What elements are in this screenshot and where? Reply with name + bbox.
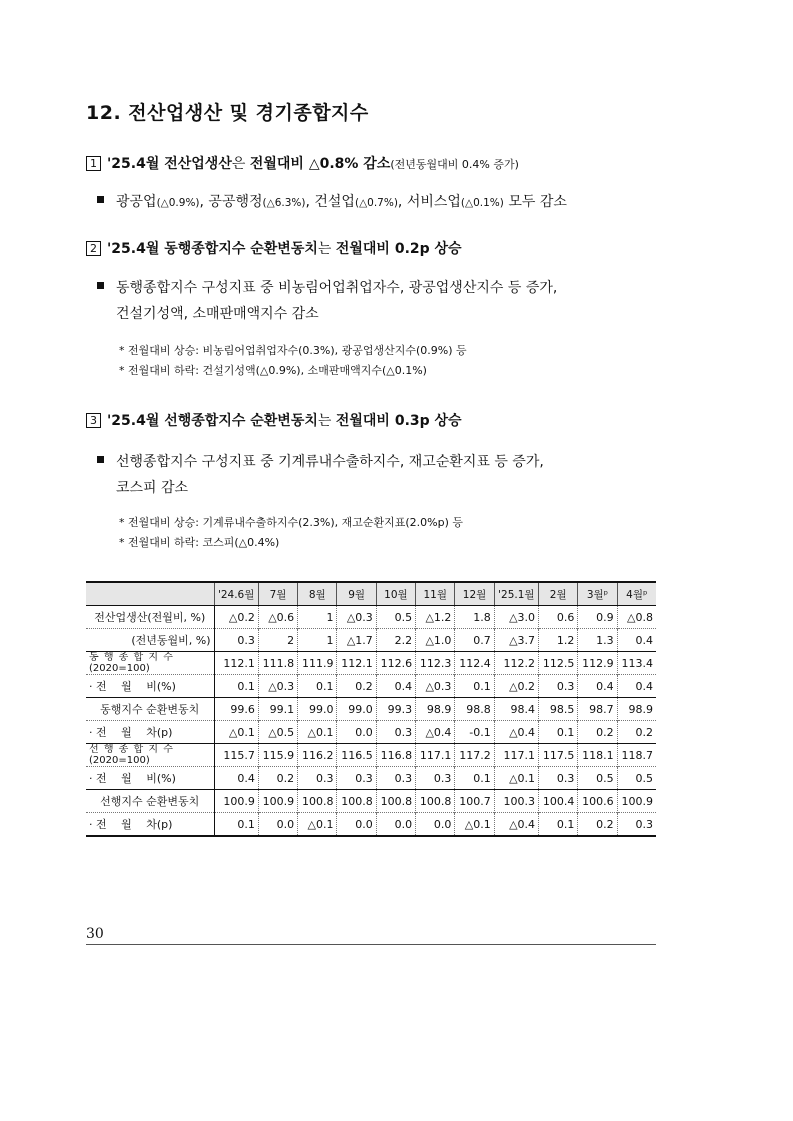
table-cell: 100.9 bbox=[214, 790, 258, 813]
table-cell: 1.8 bbox=[455, 606, 494, 629]
table-cell: 112.9 bbox=[578, 652, 617, 675]
row-label bbox=[86, 652, 214, 675]
note-block-3 bbox=[119, 513, 463, 553]
table-cell: 111.8 bbox=[258, 652, 297, 675]
table-cell: △0.6 bbox=[258, 606, 297, 629]
table-cell: △3.7 bbox=[494, 629, 538, 652]
section-result: 전월대비 0.2p 상승 bbox=[335, 241, 462, 257]
bullet-text: 모두 감소 bbox=[503, 194, 567, 210]
header-cell: 2월 bbox=[539, 582, 578, 606]
table-cell: △1.7 bbox=[337, 629, 376, 652]
row-label: (전년동월비, %) bbox=[86, 629, 214, 652]
table-row bbox=[86, 698, 656, 721]
table-cell: 112.1 bbox=[337, 652, 376, 675]
table-cell: 100.9 bbox=[258, 790, 297, 813]
page-title: 12. 전산업생산 및 경기종합지수 bbox=[86, 102, 369, 124]
table-cell: 111.9 bbox=[298, 652, 337, 675]
table-cell: △0.3 bbox=[337, 606, 376, 629]
table-cell: 112.2 bbox=[494, 652, 538, 675]
row-label: 선행지수 순환변동치 bbox=[86, 790, 214, 813]
header-cell: 9월 bbox=[337, 582, 376, 606]
table-cell: △1.2 bbox=[416, 606, 455, 629]
table-row bbox=[86, 744, 656, 767]
bullet-text: 코스피 감소 bbox=[116, 480, 189, 496]
bullet-value: (△0.1%) bbox=[460, 197, 504, 209]
table-cell: 100.9 bbox=[617, 790, 656, 813]
table-cell: 100.3 bbox=[494, 790, 538, 813]
table-cell: △0.1 bbox=[298, 813, 337, 837]
section-result: 전월대비 0.3p 상승 bbox=[335, 413, 462, 429]
table-cell: -0.1 bbox=[455, 721, 494, 744]
table-cell: △0.3 bbox=[258, 675, 297, 698]
bullet-text: , 공공행정 bbox=[199, 194, 263, 210]
note-line: * 전월대비 상승: 기계류내수출하지수(2.3%), 재고순환지표(2.0%p) 등 bbox=[119, 516, 463, 529]
table-cell: 112.6 bbox=[376, 652, 415, 675]
header-cell: 3월ᵖ bbox=[578, 582, 617, 606]
table-row bbox=[86, 790, 656, 813]
table-cell: 98.5 bbox=[539, 698, 578, 721]
table-cell: 0.3 bbox=[617, 813, 656, 837]
table-cell: 112.3 bbox=[416, 652, 455, 675]
table-cell: 100.8 bbox=[376, 790, 415, 813]
table-cell: 0.0 bbox=[376, 813, 415, 837]
table-cell: 0.0 bbox=[258, 813, 297, 837]
section-subject: 동행종합지수 순환변동치 bbox=[164, 241, 318, 257]
bullet-3 bbox=[97, 449, 672, 501]
table-cell: 118.7 bbox=[617, 744, 656, 767]
row-label: · 전 월 차(p) bbox=[86, 813, 214, 837]
table-cell: △0.1 bbox=[214, 721, 258, 744]
table-cell: △0.2 bbox=[494, 675, 538, 698]
table-cell: 98.8 bbox=[455, 698, 494, 721]
section-subject: 전산업생산 bbox=[164, 156, 232, 172]
table-cell: 116.8 bbox=[376, 744, 415, 767]
table-row bbox=[86, 675, 656, 698]
section-date: '25.4월 bbox=[107, 156, 165, 172]
bullet-text: 광공업 bbox=[116, 194, 157, 210]
table-cell: 98.9 bbox=[617, 698, 656, 721]
row-label bbox=[86, 744, 214, 767]
table-cell: 100.8 bbox=[416, 790, 455, 813]
table-cell: 0.5 bbox=[376, 606, 415, 629]
page-number: 30 bbox=[86, 926, 104, 942]
table-cell: △0.4 bbox=[416, 721, 455, 744]
table-cell: 113.4 bbox=[617, 652, 656, 675]
table-cell: 0.1 bbox=[214, 675, 258, 698]
note-line: * 전월대비 상승: 비농림어업취업자수(0.3%), 광공업생산지수(0.9%) 등 bbox=[119, 344, 467, 357]
table-cell: 0.6 bbox=[539, 606, 578, 629]
table-cell: 0.4 bbox=[617, 629, 656, 652]
row-label-line: 동 행 종 합 지 수 bbox=[89, 652, 174, 663]
table-cell: 0.0 bbox=[337, 813, 376, 837]
note-line: * 전월대비 하락: 건설기성액(△0.9%), 소매판매액지수(△0.1%) bbox=[119, 364, 427, 377]
section-number-box: 3 bbox=[86, 413, 101, 428]
table-cell: 0.1 bbox=[298, 675, 337, 698]
table-cell: 0.3 bbox=[376, 721, 415, 744]
table-cell: 115.9 bbox=[258, 744, 297, 767]
table-row bbox=[86, 813, 656, 837]
table-cell: 116.5 bbox=[337, 744, 376, 767]
row-label: 전산업생산(전월비, %) bbox=[86, 606, 214, 629]
bullet-value: (△0.9%) bbox=[156, 197, 200, 209]
header-corner bbox=[86, 582, 214, 606]
table-cell: 0.0 bbox=[337, 721, 376, 744]
bullet-1 bbox=[97, 189, 672, 216]
table-cell: △1.0 bbox=[416, 629, 455, 652]
note-line: * 전월대비 하락: 코스피(△0.4%) bbox=[119, 536, 280, 549]
section-2-heading bbox=[86, 238, 462, 258]
table-cell: 1 bbox=[298, 606, 337, 629]
table-row bbox=[86, 606, 656, 629]
table-cell: 0.2 bbox=[258, 767, 297, 790]
section-1-heading bbox=[86, 153, 519, 173]
table-cell: △0.1 bbox=[298, 721, 337, 744]
table-cell: 117.2 bbox=[455, 744, 494, 767]
section-particle: 는 bbox=[317, 413, 336, 429]
table-cell: 0.2 bbox=[578, 721, 617, 744]
table-cell: 0.5 bbox=[617, 767, 656, 790]
section-subject: 선행종합지수 순환변동치 bbox=[164, 413, 318, 429]
section-particle: 은 bbox=[231, 156, 250, 172]
table-cell: △0.2 bbox=[214, 606, 258, 629]
table-cell: 117.1 bbox=[416, 744, 455, 767]
table-cell: 0.2 bbox=[578, 813, 617, 837]
table-cell: 112.4 bbox=[455, 652, 494, 675]
table-cell: 0.3 bbox=[214, 629, 258, 652]
table-cell: 0.3 bbox=[539, 767, 578, 790]
table-cell: 0.2 bbox=[617, 721, 656, 744]
statistics-table bbox=[86, 581, 656, 837]
row-label: · 전 월 비(%) bbox=[86, 767, 214, 790]
table-header-row bbox=[86, 582, 656, 606]
table-cell: 100.7 bbox=[455, 790, 494, 813]
header-cell: 11월 bbox=[416, 582, 455, 606]
footer-divider bbox=[86, 944, 656, 945]
table-cell: 2.2 bbox=[376, 629, 415, 652]
table-cell: 0.4 bbox=[578, 675, 617, 698]
table-cell: 118.1 bbox=[578, 744, 617, 767]
table-cell: 115.7 bbox=[214, 744, 258, 767]
table-cell: 112.5 bbox=[539, 652, 578, 675]
table-cell: 112.1 bbox=[214, 652, 258, 675]
table-cell: 0.1 bbox=[539, 813, 578, 837]
table-cell: 0.5 bbox=[578, 767, 617, 790]
header-cell: '24.6월 bbox=[214, 582, 258, 606]
table-cell: 100.8 bbox=[298, 790, 337, 813]
bullet-text: 동행종합지수 구성지표 중 비농림어업취업자수, 광공업생산지수 등 증가, bbox=[116, 280, 558, 296]
table-cell: 100.4 bbox=[539, 790, 578, 813]
header-cell: 12월 bbox=[455, 582, 494, 606]
bullet-value: (△6.3%) bbox=[262, 197, 306, 209]
table-cell: 0.3 bbox=[416, 767, 455, 790]
table-cell: 0.3 bbox=[337, 767, 376, 790]
table-row bbox=[86, 767, 656, 790]
table-cell: 99.6 bbox=[214, 698, 258, 721]
table-cell: 0.4 bbox=[214, 767, 258, 790]
section-note: (전년동월대비 0.4% 증가) bbox=[390, 158, 519, 171]
row-label: 동행지수 순환변동치 bbox=[86, 698, 214, 721]
table-cell: 0.7 bbox=[455, 629, 494, 652]
bullet-square-icon bbox=[97, 456, 104, 463]
section-particle: 는 bbox=[317, 241, 336, 257]
table-cell: △0.1 bbox=[455, 813, 494, 837]
bullet-text: , 건설업 bbox=[305, 194, 355, 210]
bullet-2 bbox=[97, 275, 672, 327]
bullet-square-icon bbox=[97, 282, 104, 289]
header-cell: 7월 bbox=[258, 582, 297, 606]
table-cell: △0.3 bbox=[416, 675, 455, 698]
header-cell: 10월 bbox=[376, 582, 415, 606]
table-cell: 0.9 bbox=[578, 606, 617, 629]
table-cell: △3.0 bbox=[494, 606, 538, 629]
section-date: '25.4월 bbox=[107, 241, 165, 257]
section-number-box: 1 bbox=[86, 156, 101, 171]
table-cell: 1.2 bbox=[539, 629, 578, 652]
table-cell: △0.4 bbox=[494, 813, 538, 837]
bullet-text: 선행종합지수 구성지표 중 기계류내수출하지수, 재고순환지표 등 증가, bbox=[116, 454, 544, 470]
table-cell: △0.8 bbox=[617, 606, 656, 629]
table-cell: 99.0 bbox=[298, 698, 337, 721]
bullet-square-icon bbox=[97, 196, 104, 203]
table-row bbox=[86, 721, 656, 744]
bullet-value: (△0.7%) bbox=[354, 197, 398, 209]
table-row bbox=[86, 652, 656, 675]
table-cell: 98.4 bbox=[494, 698, 538, 721]
table-cell: 117.1 bbox=[494, 744, 538, 767]
header-cell: 8월 bbox=[298, 582, 337, 606]
table-cell: 99.0 bbox=[337, 698, 376, 721]
table-row bbox=[86, 629, 656, 652]
table-cell: 116.2 bbox=[298, 744, 337, 767]
table-cell: 0.3 bbox=[298, 767, 337, 790]
section-3-heading bbox=[86, 410, 462, 430]
bullet-text: , 서비스업 bbox=[397, 194, 461, 210]
table-cell: △0.1 bbox=[494, 767, 538, 790]
row-label: · 전 월 비(%) bbox=[86, 675, 214, 698]
table-cell: 0.1 bbox=[539, 721, 578, 744]
bullet-text: 건설기성액, 소매판매액지수 감소 bbox=[116, 306, 319, 322]
header-cell: 4월ᵖ bbox=[617, 582, 656, 606]
row-label-line: (2020=100) bbox=[89, 663, 150, 674]
section-number-box: 2 bbox=[86, 241, 101, 256]
table-cell: 98.7 bbox=[578, 698, 617, 721]
table-cell: 1.3 bbox=[578, 629, 617, 652]
note-block-2 bbox=[119, 341, 467, 381]
table-cell: △0.5 bbox=[258, 721, 297, 744]
table-cell: 99.3 bbox=[376, 698, 415, 721]
table-cell: 0.3 bbox=[539, 675, 578, 698]
table-cell: 0.2 bbox=[337, 675, 376, 698]
row-label: · 전 월 차(p) bbox=[86, 721, 214, 744]
table-cell: 0.4 bbox=[617, 675, 656, 698]
table-cell: 98.9 bbox=[416, 698, 455, 721]
table-cell: 0.1 bbox=[214, 813, 258, 837]
header-cell: '25.1월 bbox=[494, 582, 538, 606]
section-date: '25.4월 bbox=[107, 413, 165, 429]
table-cell: 0.4 bbox=[376, 675, 415, 698]
table-cell: 99.1 bbox=[258, 698, 297, 721]
table-cell: 2 bbox=[258, 629, 297, 652]
table-cell: 1 bbox=[298, 629, 337, 652]
row-label-line: 선 행 종 합 지 수 bbox=[89, 744, 174, 755]
table-cell: △0.4 bbox=[494, 721, 538, 744]
table-cell: 117.5 bbox=[539, 744, 578, 767]
table-cell: 0.1 bbox=[455, 675, 494, 698]
section-result: 전월대비 △0.8% 감소 bbox=[249, 156, 391, 172]
table-cell: 0.3 bbox=[376, 767, 415, 790]
table-cell: 0.0 bbox=[416, 813, 455, 837]
row-label-line: (2020=100) bbox=[89, 755, 150, 766]
table-cell: 100.6 bbox=[578, 790, 617, 813]
table-cell: 100.8 bbox=[337, 790, 376, 813]
table-cell: 0.1 bbox=[455, 767, 494, 790]
